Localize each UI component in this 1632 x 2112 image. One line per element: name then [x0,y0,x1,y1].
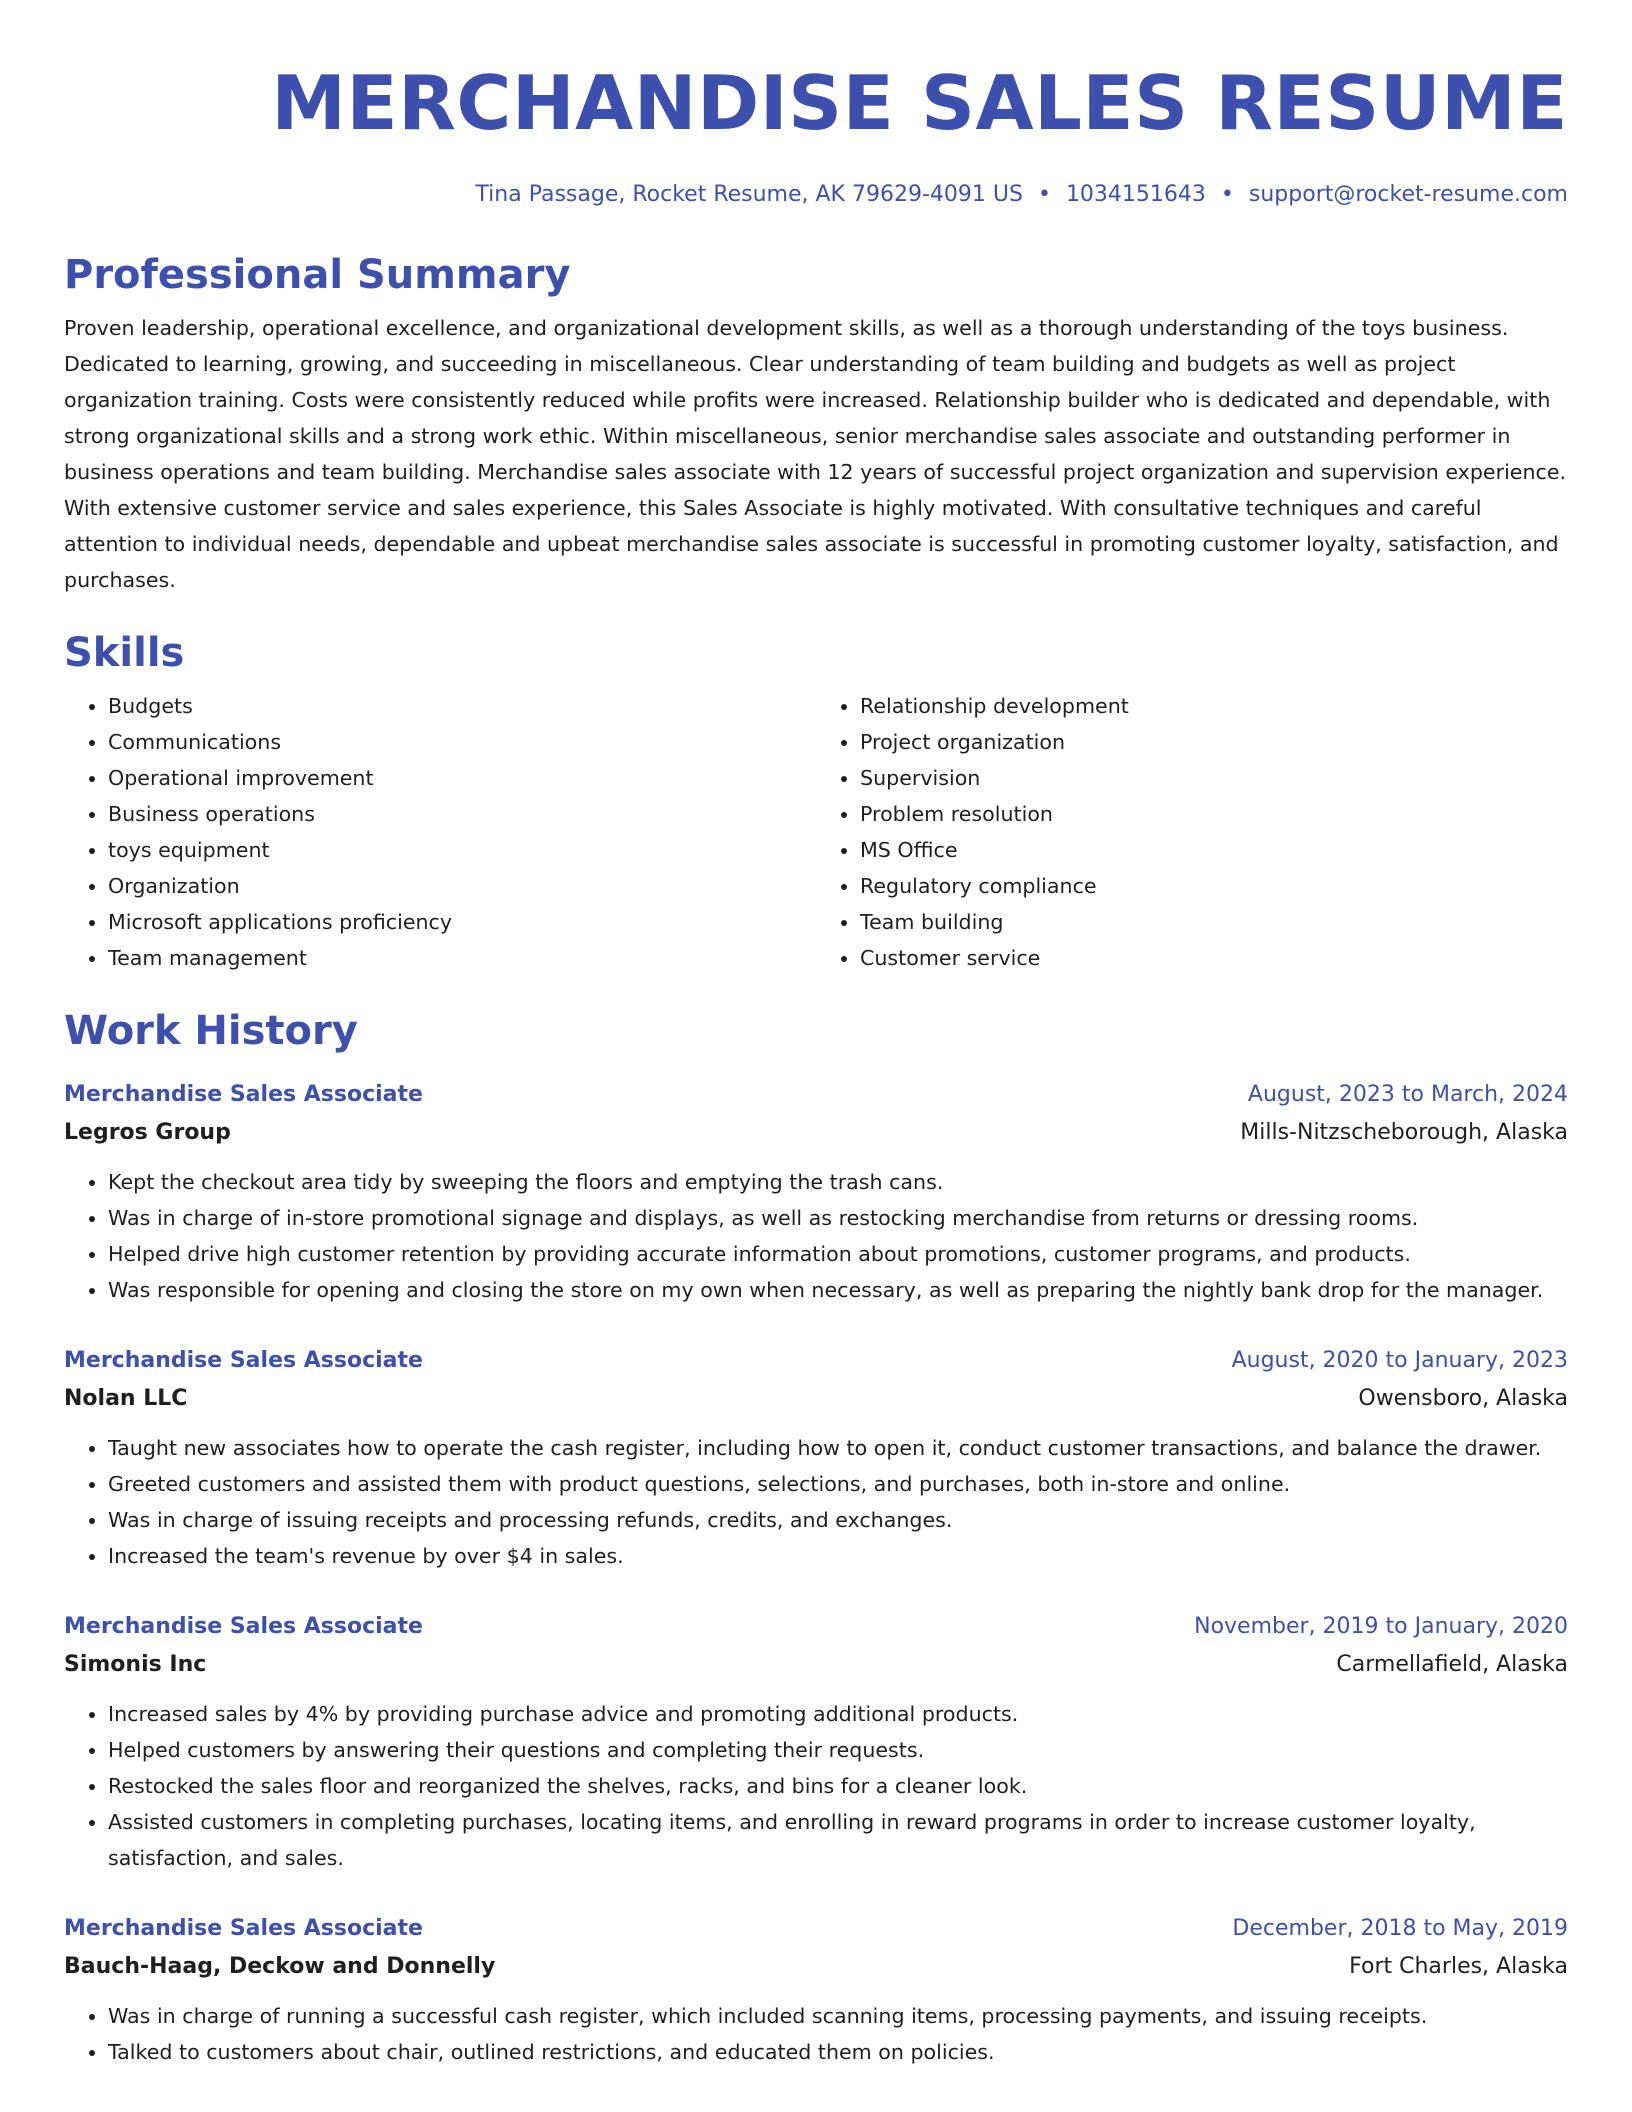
skills-list [64,688,1568,976]
skill-item: • Regulatory compliance [860,868,1568,904]
job-subheader [64,1948,1568,1986]
job-bullets [64,1164,1568,1308]
contact-line [64,180,1568,210]
job-dates: November, 2019 to January, 2020 [1194,1614,1568,1639]
job-title: Merchandise Sales Associate [64,1082,423,1107]
job-bullets [64,1430,1568,1574]
job-title: Merchandise Sales Associate [64,1614,423,1639]
job-title: Merchandise Sales Associate [64,1348,423,1373]
job-bullet: • Increased sales by 4% by providing purchase advice and promoting additional products. [108,1696,1568,1732]
skills-column-left [64,688,816,976]
skill-item: • Operational improvement [108,760,816,796]
skill-item: • Customer service [860,940,1568,976]
job-dates: August, 2023 to March, 2024 [1247,1082,1568,1107]
skill-item: • Team building [860,904,1568,940]
job-bullet: • Was in charge of in-store promotional signage and displays, as well as restocking merchandise from returns or dressing rooms. [108,1200,1568,1236]
contact-address: Tina Passage, Rocket Resume, AK 79629-4091 US [475,182,1023,207]
skill-item: • Business operations [108,796,816,832]
job-bullet: • Greeted customers and assisted them with product questions, selections, and purchases, both in-store and online. [108,1466,1568,1502]
job-bullet: • Helped drive high customer retention by providing accurate information about promotions, customer programs, and products. [108,1236,1568,1272]
job-bullet: • Was in charge of running a successful cash register, which included scanning items, processing payments, and issuing receipts. [108,1998,1568,2034]
summary-heading: Professional Summary [64,252,571,298]
job-header [64,1076,1568,1114]
contact-separator: • [1037,182,1051,207]
job-subheader [64,1114,1568,1152]
job-subheader [64,1380,1568,1418]
job-bullet: • Taught new associates how to operate the cash register, including how to open it, conduct customer transactions, and balance the drawer. [108,1430,1568,1466]
job-entry [64,1342,1568,1574]
skill-item: • Budgets [108,688,816,724]
job-company: Bauch-Haag, Deckow and Donnelly [64,1954,496,1979]
job-entry [64,1608,1568,1876]
contact-phone: 1034151643 [1065,182,1206,207]
job-bullet: • Was responsible for opening and closing the store on my own when necessary, as well as preparing the nightly bank drop for the manager. [108,1272,1568,1308]
skill-item: • Relationship development [860,688,1568,724]
job-bullet: • Assisted customers in completing purchases, locating items, and enrolling in reward programs in order to increase customer loyalty, satisfaction, and sales. [108,1804,1568,1876]
job-entry [64,1910,1568,2070]
contact-separator: • [1220,182,1234,207]
job-bullet: • Increased the team's revenue by over $4 in sales. [108,1538,1568,1574]
job-bullet: • Helped customers by answering their questions and completing their requests. [108,1732,1568,1768]
skill-item: • Supervision [860,760,1568,796]
job-header [64,1910,1568,1948]
resume-page [64,0,1568,2070]
skill-item: • Problem resolution [860,796,1568,832]
job-location: Mills-Nitzscheborough, Alaska [1240,1120,1568,1145]
skills-column-right [816,688,1568,976]
job-dates: December, 2018 to May, 2019 [1232,1916,1568,1941]
job-entry [64,1076,1568,1308]
skill-item: • toys equipment [108,832,816,868]
skills-heading: Skills [64,630,185,676]
job-location: Carmellafield, Alaska [1336,1652,1568,1677]
job-bullet: • Kept the checkout area tidy by sweeping the floors and emptying the trash cans. [108,1164,1568,1200]
skill-item: • Communications [108,724,816,760]
skill-item: • MS Office [860,832,1568,868]
summary-text: Proven leadership, operational excellence, and organizational development skills, as well as a thorough understanding of the toys business. Dedicated to learning, growing, and succeeding in miscellaneous. Clear understanding of team building and budgets as well as project organization training. Costs were consistently reduced while profits were increased. Relationship builder who is dedicated and dependable, with strong organizational skills and a strong work ethic. Within miscellaneous, senior merchandise sales associate and outstanding performer in business operations and team building. Merchandise sales associate with 12 years of successful project organization and supervision experience. With extensive customer service and sales experience, this Sales Associate is highly motivated. With consultative techniques and careful attention to individual needs, dependable and upbeat merchandise sales associate is successful in promoting customer loyalty, satisfaction, and purchases. [64,316,1567,592]
job-dates: August, 2020 to January, 2023 [1231,1348,1568,1373]
job-bullets [64,1696,1568,1876]
resume-title: MERCHANDISE SALES RESUME [271,59,1568,147]
job-location: Fort Charles, Alaska [1349,1954,1568,1979]
job-bullet: • Was in charge of issuing receipts and processing refunds, credits, and exchanges. [108,1502,1568,1538]
skill-item: • Project organization [860,724,1568,760]
job-bullet: • Talked to customers about chair, outlined restrictions, and educated them on policies. [108,2034,1568,2070]
job-header [64,1342,1568,1380]
job-company: Simonis Inc [64,1652,207,1677]
job-location: Owensboro, Alaska [1358,1386,1568,1411]
job-company: Legros Group [64,1120,231,1145]
job-bullets [64,1998,1568,2070]
job-title: Merchandise Sales Associate [64,1916,423,1941]
contact-email[interactable]: support@rocket-resume.com [1248,182,1568,207]
skill-item: • Team management [108,940,816,976]
skill-item: • Organization [108,868,816,904]
work-history-heading: Work History [64,1008,358,1054]
job-company: Nolan LLC [64,1386,188,1411]
job-bullet: • Restocked the sales floor and reorganized the shelves, racks, and bins for a cleaner look. [108,1768,1568,1804]
skill-item: • Microsoft applications proficiency [108,904,816,940]
job-header [64,1608,1568,1646]
job-subheader [64,1646,1568,1684]
